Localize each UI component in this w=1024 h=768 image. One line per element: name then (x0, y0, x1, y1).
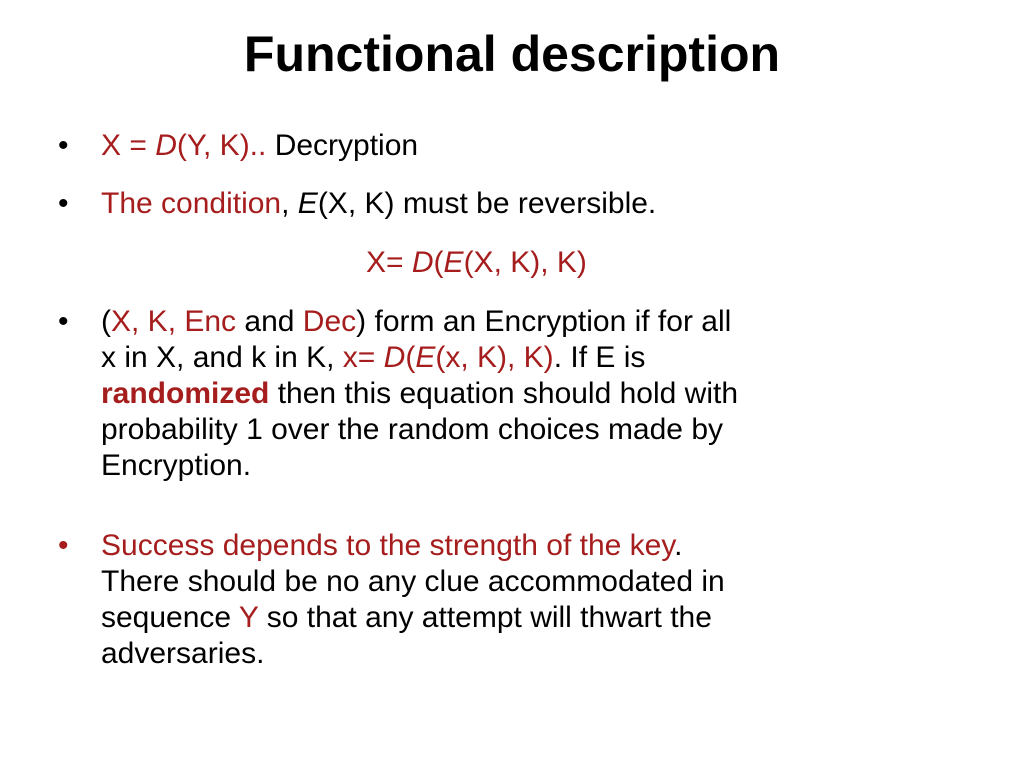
decryption-lhs: X = (101, 129, 156, 162)
decryption-label: Decryption (266, 129, 419, 162)
decryption-args: (Y, K).. (176, 129, 267, 162)
d-function: D (383, 341, 406, 374)
line2-end: . If E is (553, 341, 646, 374)
text-line (101, 600, 981, 636)
condition-comma: , (281, 187, 298, 220)
text-line: adversaries. (101, 637, 265, 670)
equation-e: E (443, 246, 464, 279)
key-strength-statement: Success depends to the strength of the key (101, 529, 675, 562)
tuple-elements: X, K, Enc (111, 305, 237, 338)
line3-start: sequence (101, 601, 239, 634)
line3-end: so that any attempt will thwart the (258, 601, 712, 634)
equation-paren: ( (433, 246, 444, 279)
slide-title: Functional description (243, 26, 781, 82)
bullet-text (101, 186, 981, 222)
open-paren: ( (101, 305, 111, 338)
text-line: Encryption. (101, 449, 252, 482)
bullet-marker: • (58, 529, 69, 562)
x-eq: x= (342, 341, 384, 374)
encryption-function: E (297, 187, 318, 220)
bullet-marker: • (58, 305, 69, 338)
reversibility-equation (366, 245, 587, 281)
e-function: E (415, 341, 436, 374)
and-word: and (236, 305, 303, 338)
bullet-text (101, 128, 981, 164)
equation-d: D (411, 246, 434, 279)
line2-start: x in X, and k in K, (101, 341, 343, 374)
bullet-text (101, 528, 981, 672)
equation-rest: (X, K), K) (463, 246, 587, 279)
bullet-marker: • (58, 187, 69, 220)
text-line (101, 376, 981, 412)
text-line: probability 1 over the random choices made by (101, 413, 724, 446)
text-line (101, 304, 981, 340)
text-line: There should be no any clue accommodated in (101, 565, 725, 598)
line1-rest: ) form an Encryption if for all (356, 305, 732, 338)
randomized-term: randomized (101, 377, 270, 410)
bullet-marker: • (58, 129, 69, 162)
line3-rest: then this equation should hold with (269, 377, 739, 410)
function-args: (x, K), K) (435, 341, 554, 374)
paren: ( (405, 341, 416, 374)
text-line (101, 340, 981, 376)
text-line (101, 528, 981, 564)
condition-rest: (X, K) must be reversible. (317, 187, 657, 220)
equation-lhs: X= (366, 246, 412, 279)
bullet-text (101, 304, 981, 484)
decryption-function: D (155, 129, 177, 162)
sequence-y: Y (238, 601, 259, 634)
period: . (674, 529, 683, 562)
dec-word: Dec (302, 305, 357, 338)
condition-lead: The condition (101, 187, 282, 220)
